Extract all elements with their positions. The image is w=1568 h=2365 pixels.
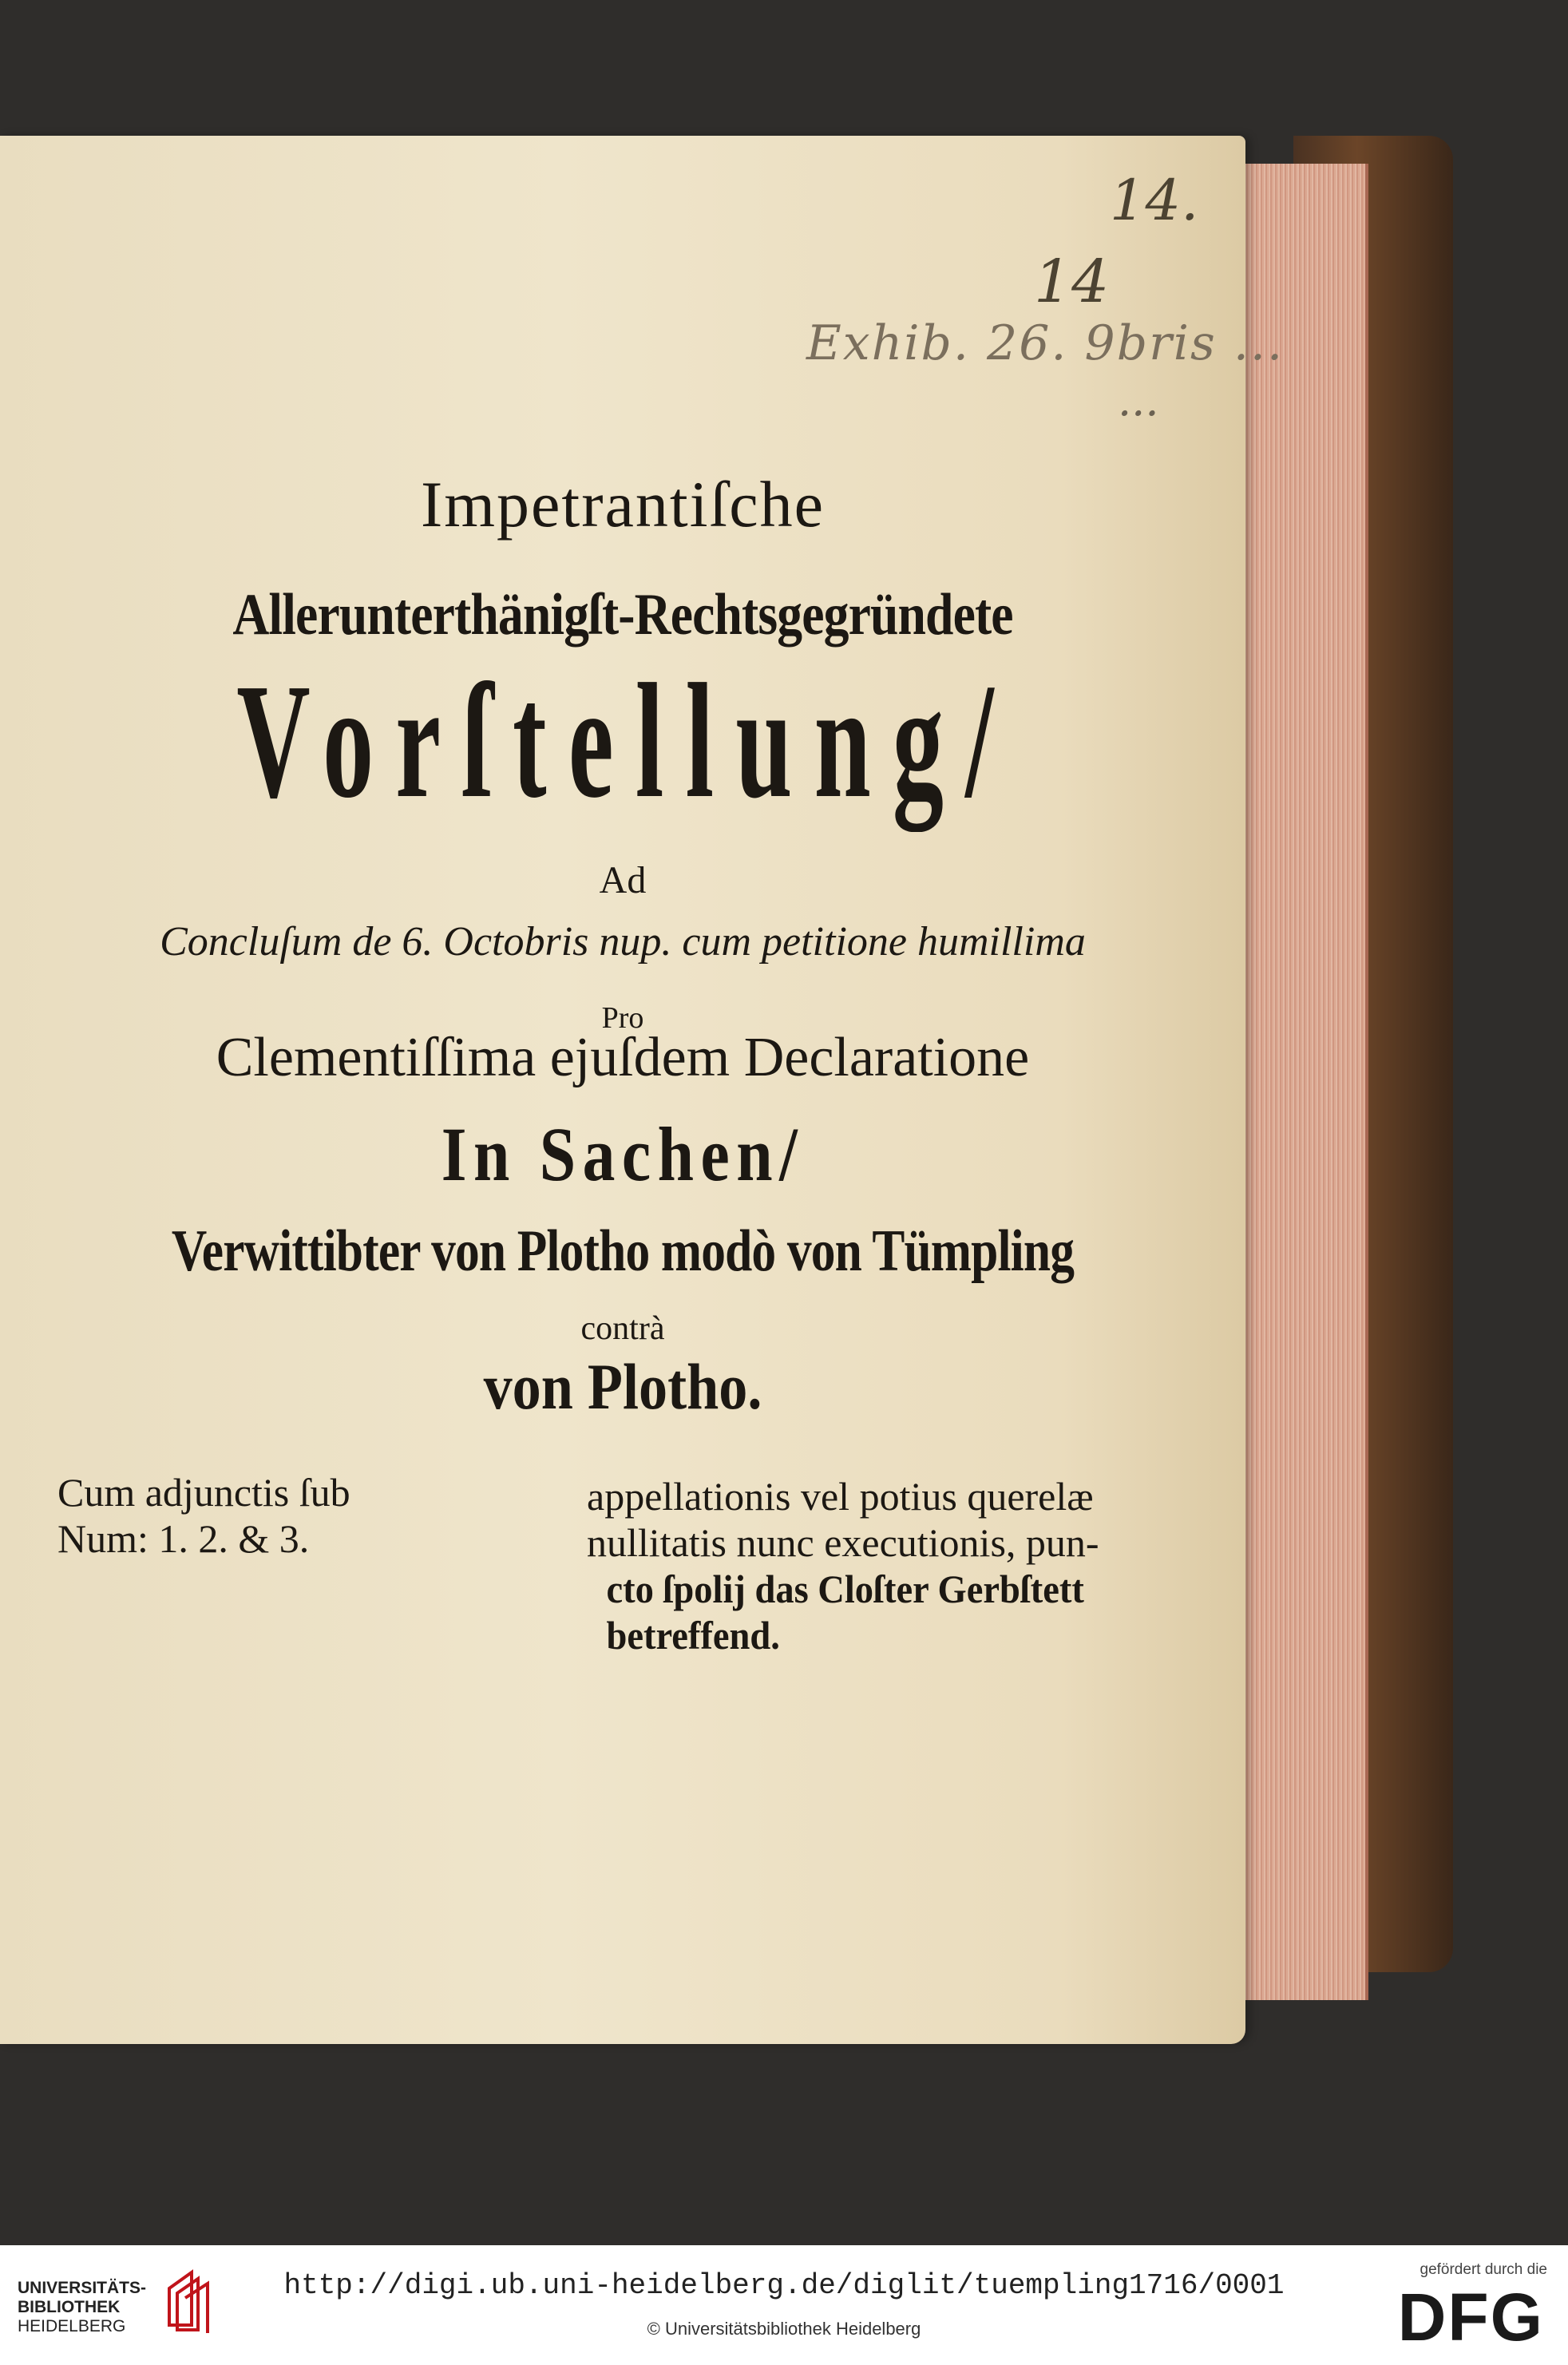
page-edges [1229, 164, 1368, 2000]
title-line: Concluſum de 6. Octobris nup. cum petitione humillima [160, 919, 1086, 965]
library-name-line: HEIDELBERG [18, 2317, 126, 2335]
title-line: In Sachen/ [441, 1111, 805, 1197]
footer [0, 2245, 1568, 2365]
title-line: Ad [599, 859, 647, 901]
title-line: contrà [580, 1310, 665, 1347]
imprint-line: betreffend. [606, 1613, 780, 1658]
funding-note: gefördert durch die [1420, 2261, 1547, 2278]
imprint-left [57, 1469, 505, 1562]
library-name-line: UNIVERSITÄTS- [18, 2279, 147, 2297]
imprint-right [587, 1473, 1146, 1658]
title-line: Clementiſſima ejuſdem Declaratione [216, 1027, 1030, 1088]
title-line: Impetrantiſche [420, 468, 826, 541]
marginal-note: Exhib. 26. 9bris ... [806, 315, 1285, 371]
main-title: Vorſtellung/ [236, 649, 1016, 832]
marginal-note: 14 [1034, 248, 1110, 316]
dfg-logo: DFG [1397, 2280, 1544, 2355]
title-line: Allerunterthänigſt-Rechtsgegründete [232, 582, 1013, 648]
title-line: von Plotho. [483, 1350, 762, 1423]
imprint-line: cto ſpolij das Cloſter Gerbſtett [606, 1567, 1084, 1611]
title-line: Pro [601, 1001, 644, 1035]
imprint-line: nullitatis nunc executionis, pun- [587, 1520, 1099, 1565]
library-name-line: BIBLIOTHEK [18, 2298, 121, 2316]
copyright: © Universitätsbibliothek Heidelberg [647, 2319, 921, 2339]
title-page [0, 136, 1245, 2044]
imprint-line: appellationis vel potius querelæ [587, 1474, 1094, 1519]
parties-line: Verwittibter von Plotho modò von Tümpling [171, 1218, 1075, 1284]
imprint-line: Num: 1. 2. & 3. [57, 1516, 310, 1561]
imprint-line: Cum adjunctis ſub [57, 1470, 350, 1515]
marginal-note: 14. [1110, 168, 1199, 233]
permalink-url[interactable]: http://digi.ub.uni-heidelberg.de/diglit/tuempling1716/0001 [283, 2269, 1285, 2302]
marginal-note: ... [1118, 375, 1159, 426]
